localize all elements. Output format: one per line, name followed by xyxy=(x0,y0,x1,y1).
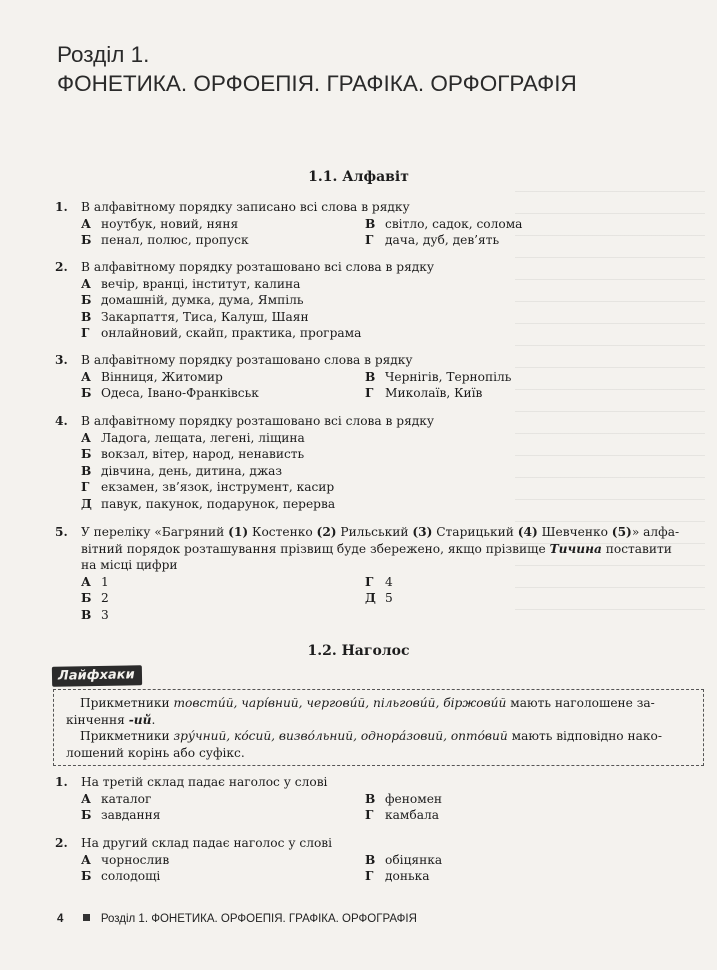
option-a: А каталог xyxy=(81,791,152,806)
option-g: Г Миколаїв, Київ xyxy=(365,386,483,400)
question-text: В алфавітному порядку розташовано всі слова в рядку xyxy=(81,260,435,274)
option-a: А Вінниця, Житомир xyxy=(81,369,223,384)
chapter-subject: ФОНЕТИКА. ОРФОЕПІЯ. ГРАФІКА. ОРФОГРАФІЯ xyxy=(57,71,577,96)
lifehack-box xyxy=(53,689,704,766)
option-row xyxy=(81,216,705,233)
chapter-title xyxy=(57,40,577,98)
option-a: А Ладога, лещата, легені, ліщина xyxy=(81,430,305,445)
option-b: Б 2 xyxy=(81,591,109,605)
question-1 xyxy=(55,199,705,249)
question-number: 4. xyxy=(55,414,68,428)
option-row xyxy=(81,868,705,885)
square-bullet-icon xyxy=(83,914,90,921)
question-number: 3. xyxy=(55,353,68,367)
question-text: В алфавітному порядку розташовано слова в рядку xyxy=(81,353,413,367)
question-number: 2. xyxy=(55,260,68,274)
option-b: Б пенал, полюс, пропуск xyxy=(81,233,249,247)
option-row xyxy=(81,574,705,591)
question-number: 2. xyxy=(55,836,68,850)
option-g: Г 4 xyxy=(365,574,393,589)
option-d: Д павук, пакунок, подарунок, перерва xyxy=(81,496,336,511)
option-row xyxy=(81,369,705,386)
option-g: Г екзамен, зв’язок, інструмент, касир xyxy=(81,480,335,494)
option-a: А чорнослив xyxy=(81,852,170,867)
option-row xyxy=(81,232,705,249)
stress-question-1 xyxy=(55,774,705,824)
lifehack-badge: Лайфхаки xyxy=(52,665,142,687)
section-title-alphabet: 1.1. Алфавіт xyxy=(308,169,409,185)
option-g: Г дача, дуб, дев’ять xyxy=(365,233,500,247)
option-a: А 1 xyxy=(81,574,109,589)
option-row xyxy=(81,807,705,824)
option-b: Б солодощі xyxy=(81,869,161,883)
option-a: А ноутбук, новий, няня xyxy=(81,216,239,231)
chapter-number: Розділ 1. xyxy=(57,42,150,67)
option-b: Б вокзал, вітер, народ, ненависть xyxy=(81,447,305,461)
question-2 xyxy=(55,259,705,342)
question-5 xyxy=(55,524,705,623)
option-b: Б завдання xyxy=(81,808,161,822)
question-text: В алфавітному порядку записано всі слова в рядку xyxy=(81,200,410,214)
lifehack-paragraph-1: Прикметники товсти́й, чарі́вний, чергови́й, пільгови́й, біржови́й мають наголошене за- кінчення -ий. xyxy=(66,696,655,727)
page-footer xyxy=(57,913,417,925)
footer-running-title: Розділ 1. ФОНЕТИКА. ОРФОЕПІЯ. ГРАФІКА. ОРФОГРАФІЯ xyxy=(100,913,417,925)
option-v: В обіцянка xyxy=(365,852,443,867)
question-4 xyxy=(55,413,705,512)
option-v: В Закарпаття, Тиса, Калуш, Шаян xyxy=(81,309,309,324)
option-row xyxy=(81,385,705,402)
page-number: 4 xyxy=(57,913,64,925)
option-row xyxy=(81,852,705,869)
section-title-stress: 1.2. Наголос xyxy=(307,643,410,659)
option-row xyxy=(81,791,705,808)
question-number: 1. xyxy=(55,200,68,214)
option-g: Г донька xyxy=(365,869,430,883)
question-text: В алфавітному порядку розташовано всі слова в рядку xyxy=(81,414,435,428)
option-v: В Чернігів, Тернопіль xyxy=(365,369,512,384)
lifehack-paragraph-2: Прикметники зру́чний, ко́сий, визво́льний, однора́зовий, опто́вий мають відповідно нако- лошений корінь або суфікс. xyxy=(66,729,662,760)
question-number: 5. xyxy=(55,525,68,539)
option-d: Д 5 xyxy=(365,591,393,605)
question-text: На другий склад падає наголос у слові xyxy=(81,836,333,850)
option-v: В феномен xyxy=(365,791,443,806)
option-b: Б Одеса, Івано-Франківськ xyxy=(81,386,259,400)
option-row xyxy=(81,590,705,607)
option-b: Б домашній, думка, дума, Ямпіль xyxy=(81,293,304,307)
question-number: 1. xyxy=(55,775,68,789)
surname-highlight: Тичина xyxy=(549,541,602,556)
stress-question-2 xyxy=(55,835,705,885)
option-row xyxy=(81,607,705,624)
question-3 xyxy=(55,352,705,402)
question-text: У переліку «Багряний (1) Костенко (2) Рильський (3) Старицький (4) Шевченко (5)» алфа- вітний порядок розташування прізвищ буде збережено, якщо прізвище Тичина поставити на місці цифри xyxy=(81,525,680,572)
question-text: На третій склад падає наголос у слові xyxy=(81,775,328,789)
option-g: Г камбала xyxy=(365,808,439,822)
option-v: В 3 xyxy=(81,607,109,622)
option-v: В світло, садок, солома xyxy=(365,216,523,231)
option-a: А вечір, вранці, інститут, калина xyxy=(81,276,301,291)
option-g: Г онлайновий, скайп, практика, програма xyxy=(81,326,362,340)
option-v: В дівчина, день, дитина, джаз xyxy=(81,463,283,478)
